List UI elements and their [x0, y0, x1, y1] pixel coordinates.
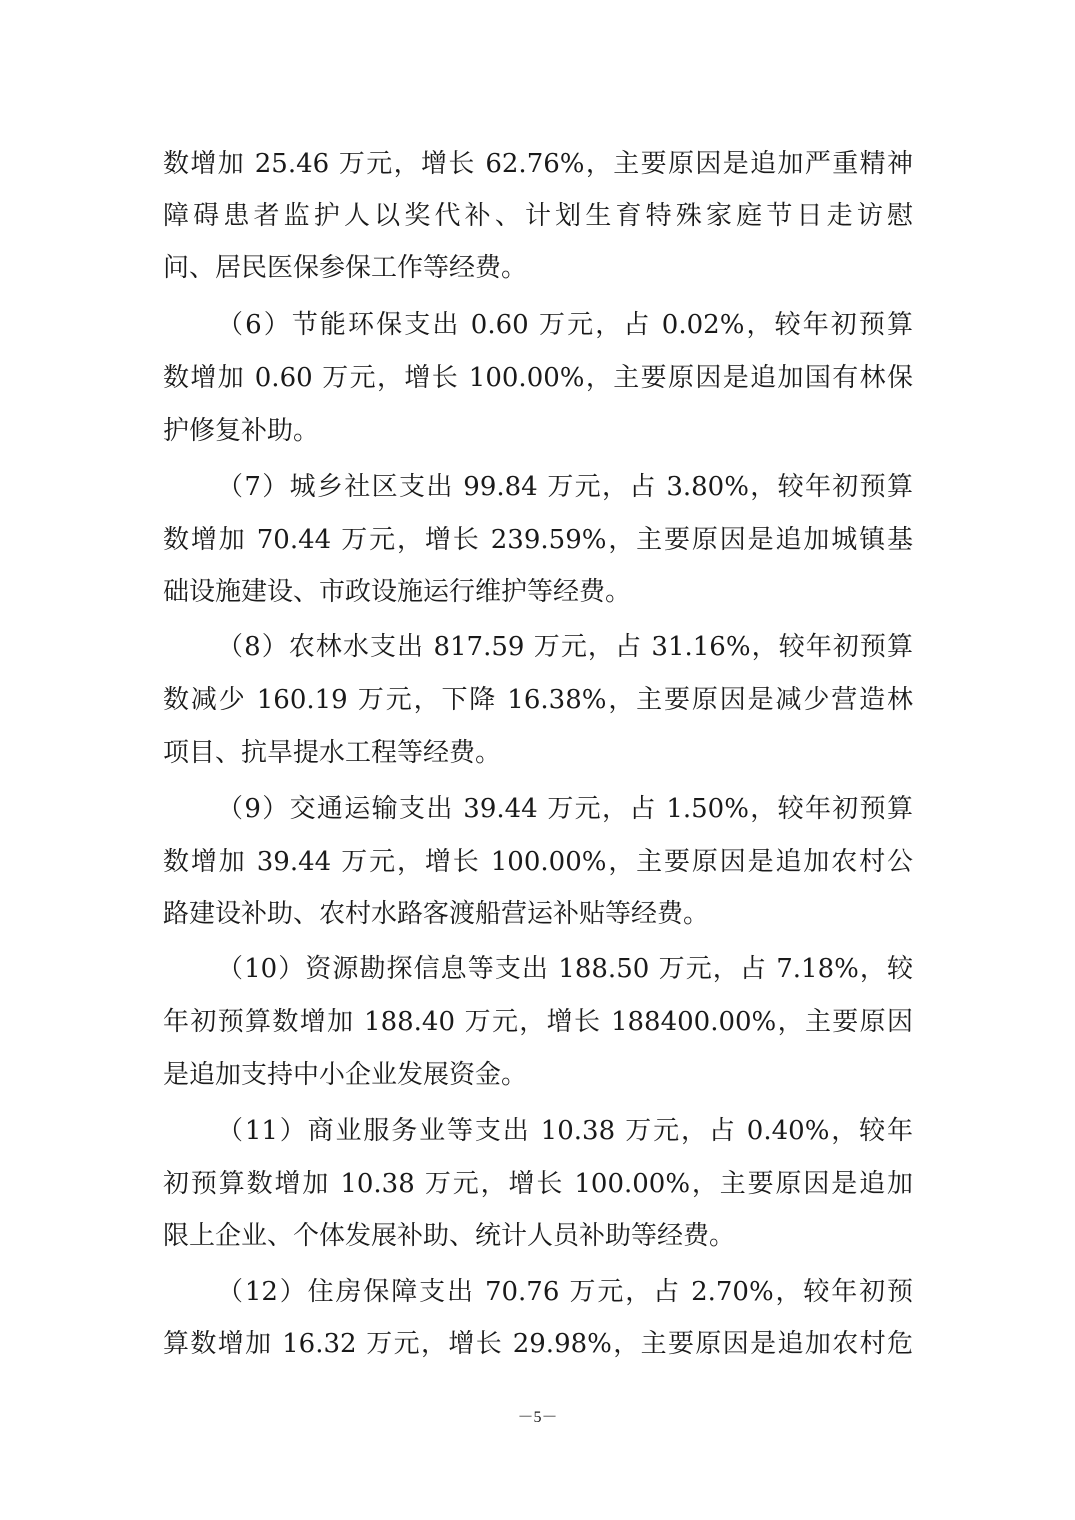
- paragraph-11-line-3: 限上企业、个体发展补助、统计人员补助等经费。: [163, 1221, 736, 1251]
- paragraph-6-line-2: 数增加 0.60 万元，增长 100.00%，主要原因是追加国有林保: [163, 363, 913, 393]
- paragraph-8-line-1: （8）农林水支出 817.59 万元，占 31.16%，较年初预算: [217, 632, 913, 662]
- paragraph-9-line-2: 数增加 39.44 万元，增长 100.00%，主要原因是追加农村公: [163, 847, 913, 877]
- paragraph-11-line-1: （11）商业服务业等支出 10.38 万元，占 0.40%，较年: [217, 1116, 913, 1146]
- paragraph-6-line-3: 护修复补助。: [163, 416, 320, 446]
- text-line-1: 数增加 25.46 万元，增长 62.76%，主要原因是追加严重精神: [163, 149, 913, 179]
- text-line-2: 障碍患者监护人以奖代补、计划生育特殊家庭节日走访慰: [163, 201, 913, 231]
- paragraph-9-line-3: 路建设补助、农村水路客渡船营运补贴等经费。: [163, 899, 710, 929]
- paragraph-6-line-1: （6）节能环保支出 0.60 万元，占 0.02%，较年初预算: [217, 310, 913, 340]
- paragraph-10-line-2: 年初预算数增加 188.40 万元，增长 188400.00%，主要原因: [163, 1007, 913, 1037]
- text-line-3: 问、居民医保参保工作等经费。: [163, 253, 528, 283]
- paragraph-7-line-3: 础设施建设、市政设施运行维护等经费。: [163, 577, 632, 607]
- paragraph-7-line-2: 数增加 70.44 万元，增长 239.59%，主要原因是追加城镇基: [163, 525, 913, 555]
- paragraph-10-line-1: （10）资源勘探信息等支出 188.50 万元，占 7.18%，较: [217, 954, 913, 984]
- paragraph-10-line-3: 是追加支持中小企业发展资金。: [163, 1060, 528, 1090]
- page-number: －5－: [517, 1409, 558, 1426]
- paragraph-8-line-2: 数减少 160.19 万元，下降 16.38%，主要原因是减少营造林: [163, 685, 913, 715]
- paragraph-7-line-1: （7）城乡社区支出 99.84 万元，占 3.80%，较年初预算: [217, 472, 913, 502]
- paragraph-11-line-2: 初预算数增加 10.38 万元，增长 100.00%，主要原因是追加: [163, 1169, 913, 1199]
- paragraph-8-line-3: 项目、抗旱提水工程等经费。: [163, 738, 502, 768]
- paragraph-12-line-1: （12）住房保障支出 70.76 万元，占 2.70%，较年初预: [217, 1277, 913, 1307]
- paragraph-12-line-2: 算数增加 16.32 万元，增长 29.98%，主要原因是追加农村危: [163, 1329, 913, 1359]
- paragraph-9-line-1: （9）交通运输支出 39.44 万元，占 1.50%，较年初预算: [217, 794, 913, 824]
